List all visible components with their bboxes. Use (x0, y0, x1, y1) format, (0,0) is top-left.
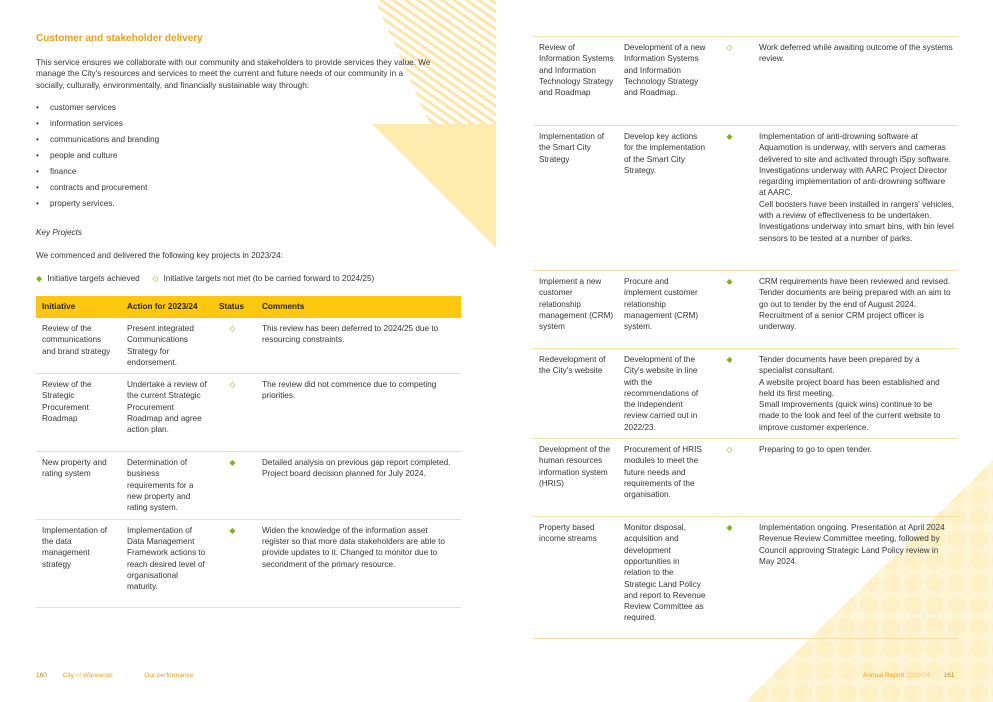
status-diamond-icon: ◆ (229, 458, 236, 468)
footer-right (863, 672, 954, 680)
status-icon (710, 349, 753, 439)
table-header-row (36, 296, 461, 318)
report-year: 2023/24 (906, 672, 930, 679)
cell-initiative: Implement a new customer relationship management (CRM) system (533, 271, 618, 349)
cell-initiative: Review of the communications and brand strategy (36, 318, 121, 374)
list-item: • information services (36, 118, 159, 134)
list-item: • contracts and procurement (36, 182, 159, 198)
status-diamond-icon: ◆ (726, 132, 733, 141)
status-diamond-icon: ◆ (229, 525, 236, 535)
filled-diamond-icon: ◆ (36, 274, 43, 283)
left-page (0, 0, 496, 702)
footer-section: Our performance (144, 672, 194, 679)
cell-comment: Detailed analysis on previous gap report completed. Project board decision planned for July 2024. (256, 452, 461, 519)
table-row (533, 517, 958, 639)
cell-comment: Tender documents have been prepared by a specialist consultant. A website project board has been established and held its first meeting. Small improvements (quick wins) continue to be made to the look and feel of the current website to improve customer experience. (753, 349, 958, 439)
table-row (36, 452, 461, 519)
services-list (36, 102, 159, 214)
status-diamond-icon: ◆ (726, 355, 733, 364)
cell-comment: The review did not commence due to competing priorities. (256, 374, 461, 452)
cell-action: Procurement of HRIS modules to meet the future needs and requirements of the organisation. (618, 439, 710, 517)
footer-left (36, 672, 193, 680)
table-row (533, 439, 958, 517)
status-diamond-icon: ◇ (229, 380, 236, 390)
status-icon (710, 271, 753, 349)
table-row (36, 374, 461, 452)
cell-comment: CRM requirements have been reviewed and revised. Tender documents are being prepared with an aim to go out to tender by the end of August 2024. Recruitment of a senior CRM project officer is underway. (753, 271, 958, 349)
cell-initiative: Development of the human resources information system (HRIS) (533, 439, 618, 517)
cell-comment: Implementation ongoing. Presentation at April 2024 Revenue Review Committee meeting, followed by Council approving Strategic Land Policy review in May 2024. (753, 517, 958, 639)
cell-comment: Work deferred while awaiting outcome of the systems review. (753, 37, 958, 126)
header-status: Status (213, 296, 256, 318)
status-diamond-icon: ◇ (726, 445, 733, 455)
intro-paragraph: This service ensures we collaborate with our community and stakeholders to provide services they value. We manage the City's resources and services to meet the current and future needs of our community in a socially, culturally, environmentally, and financially sustainable way through: (36, 58, 431, 90)
page-number: 161 (943, 672, 955, 679)
cell-action: Undertake a review of the current Strategic Procurement Roadmap and agree action plan. (121, 374, 213, 452)
status-icon (213, 519, 256, 607)
right-page (497, 0, 993, 702)
cell-initiative: Implementation of the Smart City Strategy (533, 126, 618, 271)
status-diamond-icon: ◇ (726, 43, 733, 52)
hollow-diamond-icon: ◇ (152, 274, 159, 283)
key-projects-table-continued (533, 36, 958, 639)
status-diamond-icon: ◆ (726, 523, 733, 533)
page-number: 160 (36, 672, 47, 679)
report-title: Annual Report (863, 672, 905, 679)
table-row (533, 271, 958, 349)
cell-initiative: Implementation of the data management strategy (36, 519, 121, 607)
key-projects-label: Key Projects (36, 228, 82, 237)
cell-initiative: Review of Information Systems and Information Technology Strategy and Roadmap (533, 37, 618, 126)
list-item: • communications and branding (36, 134, 159, 150)
legend-not-met: Initiative targets not met (to be carried forward to 2024/25) (163, 274, 375, 283)
cell-action: Development of the City's website in line with the recommendations of the independent review carried out in 2022/23. (618, 349, 710, 439)
key-projects-table (36, 296, 461, 608)
status-diamond-icon: ◆ (726, 277, 733, 286)
status-icon (213, 452, 256, 519)
cell-comment: Implementation of anti-drowning software at Aquamotion is underway, with servers and cameras delivered to site and activated through iSpy software. Investigations underway with AARC Project Director regarding implementation of anti-drowning software at AARC. Cell boosters have been installed in rangers' vehicles, with a review of effectiveness to be undertaken. Investigations underway into smart bins, with bin level sensors to be tested at a number of parks. (753, 126, 958, 271)
cell-comment: Widen the knowledge of the information asset register so that more data stakeholders are able to provide updates to it. Changed to monitor due to secondment of the primary resource. (256, 519, 461, 607)
list-item: • property services. (36, 198, 159, 214)
list-item: • finance (36, 166, 159, 182)
status-icon (710, 126, 753, 271)
section-heading: Customer and stakeholder delivery (36, 33, 203, 44)
brand-logo: City of Wanneroo (62, 672, 113, 679)
status-icon (213, 318, 256, 374)
header-action: Action for 2023/24 (121, 296, 213, 318)
key-projects-intro: We commenced and delivered the following key projects in 2023/24: (36, 251, 283, 260)
status-icon (710, 37, 753, 126)
legend-achieved: Initiative targets achieved (47, 274, 140, 283)
cell-initiative: Property based income streams (533, 517, 618, 639)
cell-action: Monitor disposal, acquisition and development opportunities in relation to the Strategic Land Policy and report to Revenue Review Committee as required. (618, 517, 710, 639)
cell-comment: This review has been deferred to 2024/25 due to resourcing constraints. (256, 318, 461, 374)
cell-action: Determination of business requirements for a new property and rating system. (121, 452, 213, 519)
cell-action: Develop key actions for the implementation of the Smart City Strategy. (618, 126, 710, 271)
cell-action: Development of a new Information Systems and Information Technology Strategy and Roadmap. (618, 37, 710, 126)
table-row (533, 37, 958, 126)
cell-initiative: New property and rating system (36, 452, 121, 519)
cell-action: Present integrated Communications Strategy for endorsement. (121, 318, 213, 374)
status-icon (710, 439, 753, 517)
status-icon (213, 374, 256, 452)
list-item: • people and culture (36, 150, 159, 166)
status-legend (36, 273, 374, 284)
cell-action: Procure and implement customer relationship management (CRM) system. (618, 271, 710, 349)
list-item: • customer services (36, 102, 159, 118)
status-diamond-icon: ◇ (229, 324, 236, 333)
table-row (533, 349, 958, 439)
header-comments: Comments (256, 296, 461, 318)
header-initiative: Initiative (36, 296, 121, 318)
table-row (36, 519, 461, 607)
table-row (533, 126, 958, 271)
cell-comment: Preparing to go to open tender. (753, 439, 958, 517)
cell-initiative: Redevelopment of the City's website (533, 349, 618, 439)
cell-action: Implementation of Data Management Framework actions to reach desired level of organisational maturity. (121, 519, 213, 607)
table-row (36, 318, 461, 374)
status-icon (710, 517, 753, 639)
cell-initiative: Review of the Strategic Procurement Roadmap (36, 374, 121, 452)
